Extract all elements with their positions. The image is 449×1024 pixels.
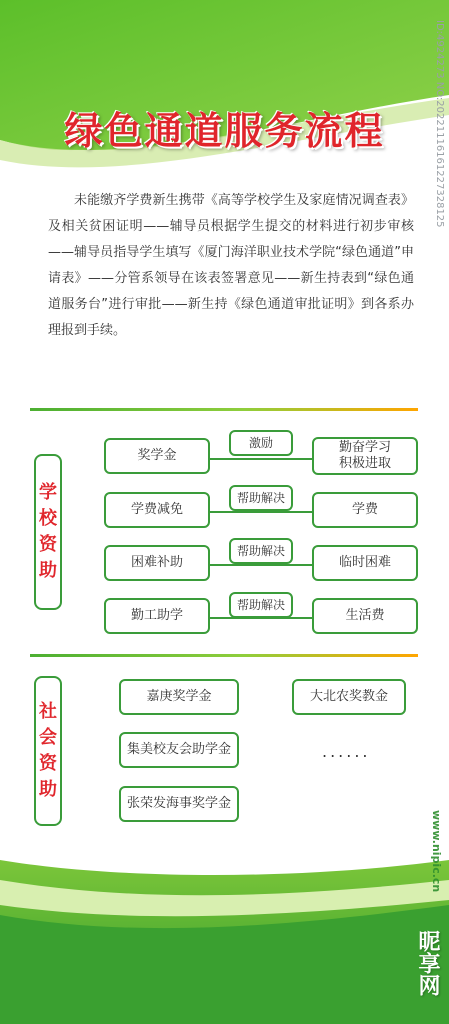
social-aid-item: 嘉庚奖学金 — [119, 679, 239, 715]
page-title: 绿色通道服务流程 — [64, 109, 385, 153]
connector-line — [210, 617, 312, 619]
connector-line — [210, 458, 312, 460]
aid-left-box: 困难补助 — [104, 545, 210, 581]
divider-top — [30, 408, 418, 411]
image-id-text: ID:4924273 NO:20221116161227328125 — [434, 20, 445, 228]
aid-left-box: 奖学金 — [104, 438, 210, 474]
aid-right-box: 临时困难 — [312, 545, 418, 581]
aid-left-box: 勤工助学 — [104, 598, 210, 634]
connector-line — [210, 564, 312, 566]
divider-middle — [30, 654, 418, 657]
school-aid-char: 助 — [39, 560, 57, 581]
aid-left-box: 学费减免 — [104, 492, 210, 528]
social-aid-item: 张荣发海事奖学金 — [119, 786, 239, 822]
aid-middle-box: 帮助解决 — [229, 538, 293, 564]
social-aid-item: 集美校友会助学金 — [119, 732, 239, 768]
aid-right-box: 学费 — [312, 492, 418, 528]
school-aid-char: 校 — [39, 508, 57, 529]
aid-middle-box: 帮助解决 — [229, 592, 293, 618]
aid-middle-box: 帮助解决 — [229, 485, 293, 511]
more-dots: ...... — [322, 742, 371, 761]
social-aid-label — [34, 676, 62, 826]
social-aid-char: 助 — [39, 779, 57, 800]
school-aid-label — [34, 454, 62, 610]
watermark-brand: 昵享网 — [415, 930, 440, 996]
social-aid-char: 会 — [39, 727, 57, 748]
aid-right-box: 生活费 — [312, 598, 418, 634]
watermark-site: www.nipic.cn — [430, 810, 443, 893]
school-aid-char: 资 — [39, 534, 57, 555]
connector-line — [210, 511, 312, 513]
social-aid-char: 资 — [39, 753, 57, 774]
aid-right-box: 勤奋学习 积极进取 — [312, 437, 418, 475]
intro-paragraph: 未能缴齐学费新生携带《高等学校学生及家庭情况调查表》及相关贫困证明——辅导员根据学生提交的材料进行初步审核——辅导员指导学生填写《厦门海洋职业技术学院“绿色通道”申请表》——分管系领导在该表签署意见——新生持表到“绿色通道服务台”进行审批——新生持《绿色通道审批证明》到各系办理报到手续。 — [48, 193, 414, 338]
social-aid-item-right: 大北农奖教金 — [292, 679, 406, 715]
school-aid-char: 学 — [39, 482, 57, 503]
social-aid-char: 社 — [39, 701, 57, 722]
aid-middle-box: 激励 — [229, 430, 293, 456]
